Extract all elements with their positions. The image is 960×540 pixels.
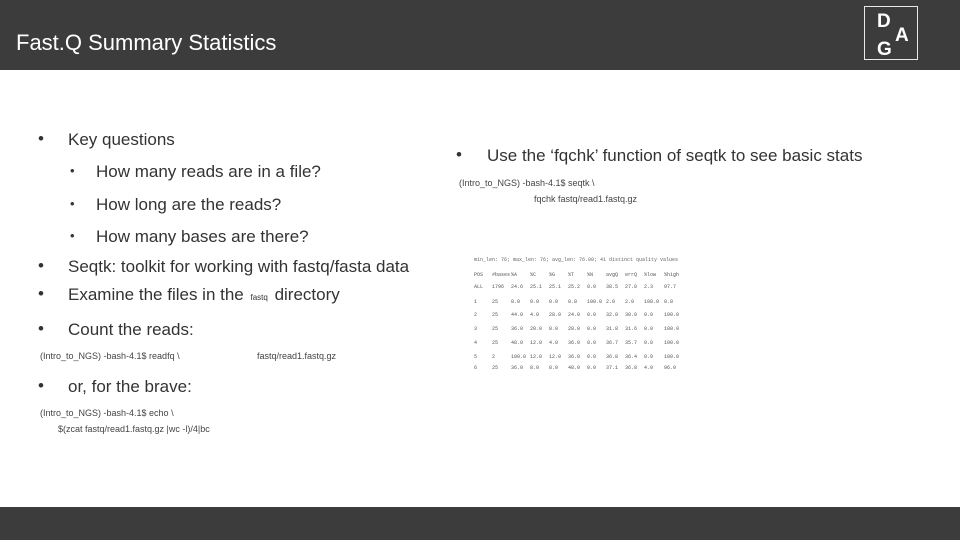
- table-header-cell: %low: [644, 272, 657, 278]
- table-cell: 44.0: [511, 312, 524, 318]
- table-cell: 6: [474, 365, 478, 371]
- table-cell: 32.0: [606, 312, 619, 318]
- seqtk-description: Seqtk: toolkit for working with fastq/fasta data: [68, 257, 410, 276]
- table-header-cell: POS: [474, 272, 484, 278]
- logo-letter-g: G: [877, 39, 892, 60]
- table-header-cell: avgQ: [606, 272, 619, 278]
- bullet-icon: •: [38, 256, 44, 275]
- table-cell: 100.0: [511, 354, 527, 360]
- table-cell: 8.0: [549, 326, 559, 332]
- table-cell: 0.0: [587, 365, 597, 371]
- table-cell: 28.0: [568, 326, 581, 332]
- table-cell: 2: [492, 354, 496, 360]
- seqtk-command-line1: (Intro_to_NGS) -bash-4.1$ seqtk \: [459, 178, 595, 188]
- table-cell: 31.6: [625, 326, 638, 332]
- table-cell: 24.0: [568, 312, 581, 318]
- table-cell: 4.0: [530, 312, 540, 318]
- fqchk-output-summary: min_len: 76; max_len: 76; avg_len: 76.00; 41 distinct quality values: [474, 257, 679, 263]
- table-cell: 0.0: [587, 312, 597, 318]
- bullet-icon: •: [38, 319, 44, 338]
- question-item: How long are the reads?: [96, 195, 282, 214]
- table-cell: 0.0: [530, 299, 540, 305]
- slide-title: Fast.Q Summary Statistics: [16, 30, 277, 55]
- echo-command-line1: (Intro_to_NGS) -bash-4.1$ echo \: [40, 408, 174, 418]
- key-questions-heading: Key questions: [68, 130, 175, 149]
- table-cell: 96.0: [664, 365, 677, 371]
- title-bar: [0, 0, 960, 70]
- dag-logo: [864, 6, 918, 60]
- readfq-command: (Intro_to_NGS) -bash-4.1$ readfq \: [40, 351, 180, 361]
- table-header-cell: %high: [664, 272, 680, 278]
- table-cell: 25: [492, 365, 499, 371]
- table-cell: 36.0: [511, 326, 524, 332]
- table-cell: 36.0: [511, 365, 524, 371]
- table-cell: 12.0: [549, 354, 562, 360]
- table-header-cell: errQ: [625, 272, 638, 278]
- table-cell: 0.0: [511, 299, 521, 305]
- table-cell: 4.0: [549, 340, 559, 346]
- table-cell: 25: [492, 340, 499, 346]
- table-cell: 3: [474, 326, 478, 332]
- table-cell: 28.0: [530, 326, 543, 332]
- table-cell: 2: [474, 312, 478, 318]
- table-cell: 25.1: [549, 284, 562, 290]
- table-cell: 4: [474, 340, 478, 346]
- table-cell: 12.0: [530, 354, 543, 360]
- brave-heading: or, for the brave:: [68, 377, 192, 396]
- bullet-icon: •: [70, 228, 75, 243]
- bullet-icon: •: [38, 129, 44, 148]
- table-cell: 0.0: [644, 340, 654, 346]
- table-cell: 8.0: [530, 365, 540, 371]
- table-cell: 25: [492, 312, 499, 318]
- table-cell: 12.0: [530, 340, 543, 346]
- fqchk-description: Use the ‘fqchk’ function of seqtk to see basic stats: [487, 146, 863, 165]
- table-cell: 1796: [492, 284, 505, 290]
- readfq-command-arg: fastq/read1.fastq.gz: [257, 351, 337, 361]
- table-cell: 25: [492, 299, 499, 305]
- seqtk-command-line2: fqchk fastq/read1.fastq.gz: [534, 194, 638, 204]
- table-cell: 24.6: [511, 284, 524, 290]
- table-cell: 100.0: [664, 312, 680, 318]
- table-header-cell: #bases: [492, 272, 511, 278]
- table-cell: 48.0: [568, 365, 581, 371]
- table-cell: 2.0: [606, 299, 616, 305]
- table-cell: 31.8: [606, 326, 619, 332]
- table-cell: 35.7: [625, 340, 638, 346]
- bullet-icon: •: [38, 376, 44, 395]
- table-cell: 100.0: [587, 299, 603, 305]
- table-cell: 36.0: [568, 354, 581, 360]
- table-cell: 48.0: [511, 340, 524, 346]
- bullet-icon: •: [70, 163, 75, 178]
- logo-letter-d: D: [877, 11, 891, 32]
- table-cell: 0.0: [549, 299, 559, 305]
- table-cell: 5: [474, 354, 478, 360]
- table-cell: 27.0: [625, 284, 638, 290]
- table-cell: 100.0: [664, 340, 680, 346]
- table-cell: 8.0: [549, 365, 559, 371]
- footer-bar: [0, 507, 960, 540]
- table-cell: 38.5: [606, 284, 619, 290]
- examine-files-line: [68, 285, 340, 305]
- table-cell: 25.1: [530, 284, 543, 290]
- table-cell: 4.0: [644, 365, 654, 371]
- table-header-cell: %A: [511, 272, 518, 278]
- bullet-icon: •: [456, 145, 462, 164]
- table-cell: 0.0: [664, 299, 674, 305]
- table-cell: 2.0: [625, 299, 635, 305]
- table-header-cell: %C: [530, 272, 537, 278]
- table-cell: 36.0: [568, 340, 581, 346]
- table-cell: 28.0: [549, 312, 562, 318]
- table-cell: 37.1: [606, 365, 619, 371]
- table-cell: 0.0: [587, 340, 597, 346]
- table-cell: 1: [474, 299, 478, 305]
- table-cell: 100.0: [644, 299, 660, 305]
- count-reads-heading: Count the reads:: [68, 320, 194, 339]
- table-cell: 100.0: [664, 354, 680, 360]
- examine-suffix: directory: [274, 285, 340, 304]
- table-cell: 0.0: [568, 299, 578, 305]
- question-item: How many reads are in a file?: [96, 162, 321, 181]
- table-cell: 25.2: [568, 284, 581, 290]
- table-cell: 36.8: [606, 354, 619, 360]
- question-item: How many bases are there?: [96, 227, 309, 246]
- table-cell: 0.0: [644, 326, 654, 332]
- table-cell: 0.0: [644, 354, 654, 360]
- table-header-cell: %G: [549, 272, 556, 278]
- echo-command-line2: $(zcat fastq/read1.fastq.gz |wc -l)/4|bc: [58, 424, 210, 434]
- table-cell: 0.0: [644, 312, 654, 318]
- table-cell: 36.4: [625, 354, 638, 360]
- table-cell: 2.3: [644, 284, 654, 290]
- table-cell: 36.8: [625, 365, 638, 371]
- logo-letter-a: A: [895, 25, 909, 46]
- table-cell: 0.0: [587, 284, 597, 290]
- bullet-icon: •: [38, 284, 44, 303]
- table-cell: 97.7: [664, 284, 677, 290]
- bullet-icon: •: [70, 196, 75, 211]
- table-header-cell: %N: [587, 272, 594, 278]
- table-header-cell: %T: [568, 272, 575, 278]
- table-cell: 100.0: [664, 326, 680, 332]
- examine-prefix: Examine the files in the: [68, 285, 244, 304]
- table-cell: 36.7: [606, 340, 619, 346]
- table-cell: ALL: [474, 284, 484, 290]
- table-cell: 25: [492, 326, 499, 332]
- table-cell: 30.0: [625, 312, 638, 318]
- fastq-dir-name: fastq: [250, 293, 268, 302]
- table-cell: 0.0: [587, 326, 597, 332]
- table-cell: 0.0: [587, 354, 597, 360]
